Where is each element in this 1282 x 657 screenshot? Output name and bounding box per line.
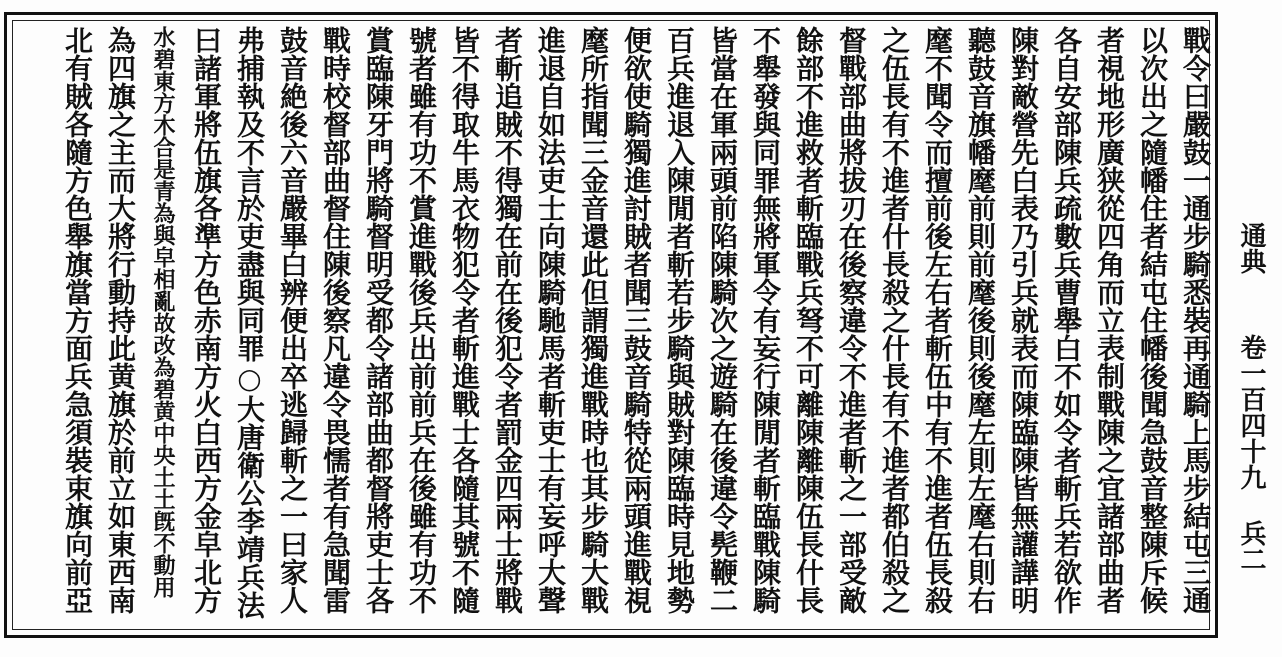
text-column: 聽鼓音旗幡麾前則前麾後則後麾左則左麾右則右: [964, 26, 997, 614]
margin-section: 兵二: [1236, 520, 1266, 572]
text-column: 皆當在軍兩頭前陷陳騎次之遊騎在後違令髡鞭二: [706, 26, 739, 614]
text-column: 麾不聞令而擅前後左右者斬伍中有不進者伍長殺: [921, 26, 954, 614]
text-column: 百兵進退入陳閒者斬若步騎與賊對陳臨時見地勢: [663, 26, 696, 614]
text-column: 水碧東方木合是青為與皁相亂故改為碧黄中央土土旣不動用: [150, 26, 176, 598]
text-column: 弗捕執及不言於吏盡與同罪○大唐衛公李靖兵法: [233, 26, 266, 619]
text-column: 不舉發與同罪無將軍令有妄行陳閒者斬臨戰陳騎: [749, 26, 782, 614]
text-column: 為四旗之主而大將行動持此黄旗於前立如東西南: [104, 26, 137, 614]
text-column: 戰時校督部曲督住陳後察凡違令畏懦者有急聞雷: [319, 26, 352, 614]
text-column: 者視地形廣狭從四角而立表制戰陳之宜諸部曲者: [1093, 26, 1126, 614]
text-column: 戰令曰嚴鼓一通步騎悉裝再通騎上馬步結屯三通: [1179, 26, 1212, 614]
text-column: 麾所指聞三金音還此但謂獨進戰時也其步騎大戰: [577, 26, 610, 614]
text-column: 號者雖有功不賞進戰後兵出前前兵在後雖有功不: [405, 26, 438, 614]
text-column: 督戰部曲將拔刃在後察違令不進者斬之一部受敵: [835, 26, 868, 614]
text-column: 各自安部陳兵疏數兵曹舉白不如令者斬兵若欲作: [1050, 26, 1083, 614]
text-column: 者斬追賊不得獨在前在後犯令者罰金四兩士將戰: [491, 26, 524, 614]
text-column: 餘部不進救者斬臨戰兵弩不可離陳離陳伍長什長: [792, 26, 825, 614]
text-column: 賞臨陳牙門將騎督明受都令諸部曲都督將吏士各: [362, 26, 395, 614]
text-column: 北有賊各隨方色舉旗當方面兵急須裝束旗向前亞: [61, 26, 94, 614]
margin-volume: 卷一百四十九: [1236, 334, 1266, 490]
margin-header: [1232, 222, 1266, 642]
text-column: 之伍長有不進者什長殺之什長有不進者都伯殺之: [878, 26, 911, 614]
text-column: 曰諸軍將伍旗各準方色赤南方火白西方金皁北方: [190, 26, 223, 614]
text-column: 以次出之隨幡住者結屯住幡後聞急鼓音整陳斥候: [1136, 26, 1169, 614]
text-column: 便欲使騎獨進討賊者聞三鼓音騎特從兩頭進戰視: [620, 26, 653, 614]
text-column: 鼓音絶後六音嚴畢白辨便出卒逃歸斬之一曰家人: [276, 26, 309, 614]
text-column: 進退自如法吏士向陳騎馳馬者斬吏士有妄呼大聲: [534, 26, 567, 614]
margin-title: 通典: [1236, 222, 1266, 274]
text-column: 皆不得取牛馬衣物犯令者斬進戰士各隨其號不隨: [448, 26, 481, 614]
text-column: 陳對敵營先白表乃引兵就表而陳臨陳皆無讙譁明: [1007, 26, 1040, 614]
